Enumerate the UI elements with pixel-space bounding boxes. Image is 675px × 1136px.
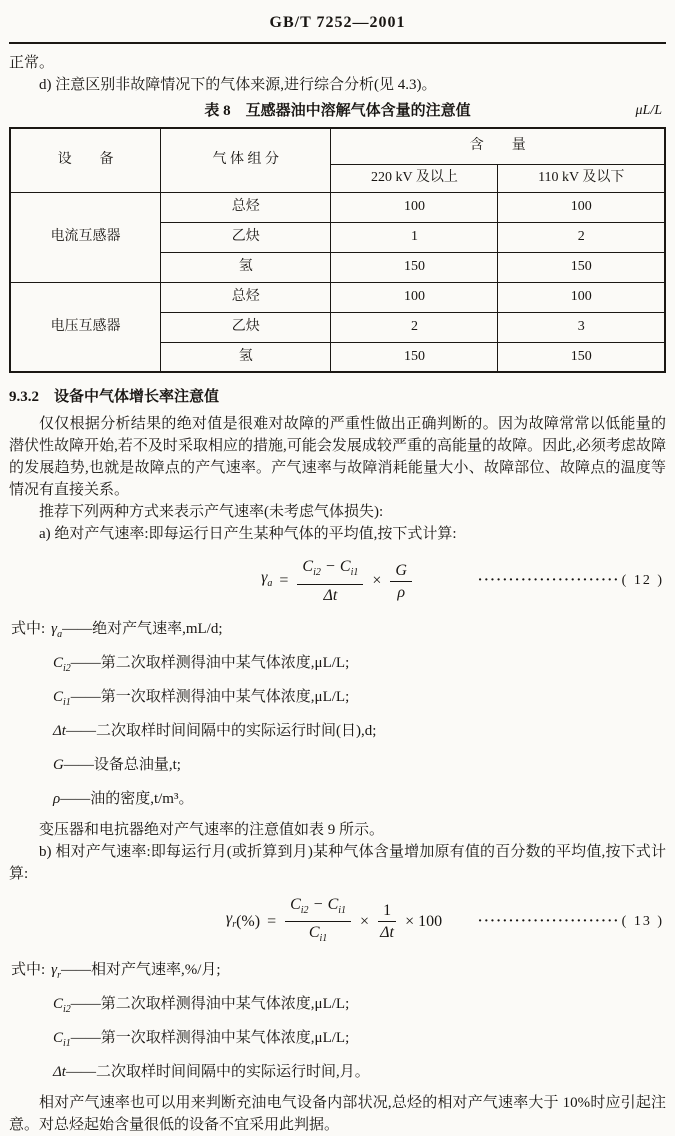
definition-item: $C_{i2}——$第二次取样测得油中某气体浓度,μL/L; bbox=[53, 996, 350, 1016]
table-caption-row bbox=[9, 100, 666, 122]
gas-cell: 总烃 bbox=[161, 282, 331, 312]
symbol-definitions-absolute bbox=[9, 615, 666, 819]
column-header-device: 设 备 bbox=[10, 128, 161, 192]
device-cell-current-transformer: 电流互感器 bbox=[10, 192, 161, 282]
table-row bbox=[10, 282, 665, 312]
paragraph-table9-reference: 变压器和电抗器绝对产气速率的注意值如表 9 所示。 bbox=[39, 822, 385, 838]
value-cell: 3 bbox=[498, 312, 665, 342]
value-cell: 100 bbox=[498, 282, 665, 312]
table-caption: 表 8 互感器油中溶解气体含量的注意值 bbox=[204, 103, 471, 119]
paragraph-conclusion: 相对产气速率也可以用来判断充油电气设备内部状况,总烃的相对产气速率大于 10%时应引起注意。对总烃起始含量很低的设备不宜采用此判据。 bbox=[9, 1095, 666, 1134]
gas-cell: 总烃 bbox=[161, 192, 331, 222]
list-item-b: b) 相对产气速率:即每运行月(或折算到月)某种气体含量增加原有值的百分数的平均值,按下式计算: bbox=[9, 844, 666, 882]
fraction-oil-mass-over-density: $\frac{G}{\rho}$ bbox=[390, 561, 412, 602]
fraction-concentration-over-time: $\frac{C_{i2} - C_{i1}}{\Delta t}$ bbox=[297, 557, 363, 604]
paragraph-body: 仅仅根据分析结果的绝对值是很难对故障的严重性做出正确判断的。因为故障常常以低能量的潜伏性故障开始,若不及时采取相应的措施,可能会发展成较严重的高能量的故障。因此,必须考虑故障的发展趋势,也就是故障点的产气速率。产气速率与故障消耗能量大小、故障部位、故障点的温度等情况有直接关系。 bbox=[9, 416, 666, 498]
column-header-220kv: 220 kV 及以上 bbox=[331, 164, 498, 192]
gas-cell: 乙炔 bbox=[161, 312, 331, 342]
equals-sign: = bbox=[267, 912, 277, 930]
fraction-one-over-time: $\frac{1}{\Delta t}$ bbox=[378, 901, 396, 942]
column-header-content: 含 量 bbox=[331, 128, 665, 164]
value-cell: 2 bbox=[331, 312, 498, 342]
gamma-r-symbol: $\gamma_r$ bbox=[225, 909, 237, 930]
equation-12 bbox=[9, 555, 666, 607]
gamma-a-symbol: $\gamma_a$ bbox=[261, 568, 273, 590]
definition-item: 式中: $\gamma_a——$绝对产气速率,mL/d; bbox=[11, 621, 223, 640]
equation-number-12: ······················· ( 12 ) bbox=[477, 573, 664, 588]
definition-item: G——设备总油量,t; bbox=[53, 757, 181, 773]
definition-item: ρ——油的密度,t/m³。 bbox=[53, 791, 194, 807]
fraction-concentration-ratio: $\frac{C_{i2} - C_{i1}}{C_{i1}}$ bbox=[285, 895, 351, 948]
list-item-a: a) 绝对产气速率:即每运行日产生某种气体的平均值,按下式计算: bbox=[39, 526, 457, 542]
table-row bbox=[10, 192, 665, 222]
list-item-d: d) 注意区别非故障情况下的气体来源,进行综合分析(见 4.3)。 bbox=[39, 77, 437, 93]
multiplication-sign: × bbox=[360, 912, 370, 930]
value-cell: 100 bbox=[498, 192, 665, 222]
value-cell: 150 bbox=[331, 252, 498, 282]
standard-number-header: GB/T 7252—2001 bbox=[9, 12, 666, 44]
symbol-definitions-relative bbox=[9, 956, 666, 1092]
equals-sign: = bbox=[279, 572, 289, 589]
times-100-term: × 100 bbox=[405, 912, 443, 930]
multiplication-sign: × bbox=[372, 572, 382, 589]
value-cell: 1 bbox=[331, 222, 498, 252]
value-cell: 100 bbox=[331, 192, 498, 222]
value-cell: 150 bbox=[498, 252, 665, 282]
equation-number-13: ······················· ( 13 ) bbox=[477, 913, 664, 929]
definition-item: $C_{i2}——$第二次取样测得油中某气体浓度,μL/L; bbox=[53, 655, 350, 674]
device-cell-voltage-transformer: 电压互感器 bbox=[10, 282, 161, 372]
value-cell: 2 bbox=[498, 222, 665, 252]
value-cell: 100 bbox=[331, 282, 498, 312]
section-heading-9-3-2: 9.3.2 设备中气体增长率注意值 bbox=[9, 389, 220, 405]
column-header-gas: 气 体 组 分 bbox=[161, 128, 331, 192]
column-header-110kv: 110 kV 及以下 bbox=[498, 164, 665, 192]
gas-cell: 氢 bbox=[161, 252, 331, 282]
gas-cell: 乙炔 bbox=[161, 222, 331, 252]
value-cell: 150 bbox=[331, 342, 498, 372]
paragraph-normal: 正常。 bbox=[9, 55, 55, 71]
definition-item: Δt——二次取样时间间隔中的实际运行时间(日),d; bbox=[53, 723, 377, 739]
equation-13 bbox=[9, 895, 666, 948]
definition-item: $C_{i1}——$第一次取样测得油中某气体浓度,μL/L; bbox=[53, 689, 350, 708]
table-header-row bbox=[10, 128, 665, 164]
percent-notation: (%) bbox=[236, 912, 261, 930]
gas-cell: 氢 bbox=[161, 342, 331, 372]
table-unit-label: μL/L bbox=[635, 103, 662, 118]
value-cell: 150 bbox=[498, 342, 665, 372]
definition-item: $C_{i1}——$第一次取样测得油中某气体浓度,μL/L; bbox=[53, 1030, 350, 1050]
paragraph-body: 推荐下列两种方式来表示产气速率(未考虑气体损失): bbox=[39, 504, 384, 520]
definition-item: 式中: $\gamma_r——$相对产气速率,%/月; bbox=[11, 962, 221, 982]
definition-item: Δt——二次取样时间间隔中的实际运行时间,月。 bbox=[53, 1064, 370, 1081]
gas-content-table bbox=[9, 127, 666, 373]
